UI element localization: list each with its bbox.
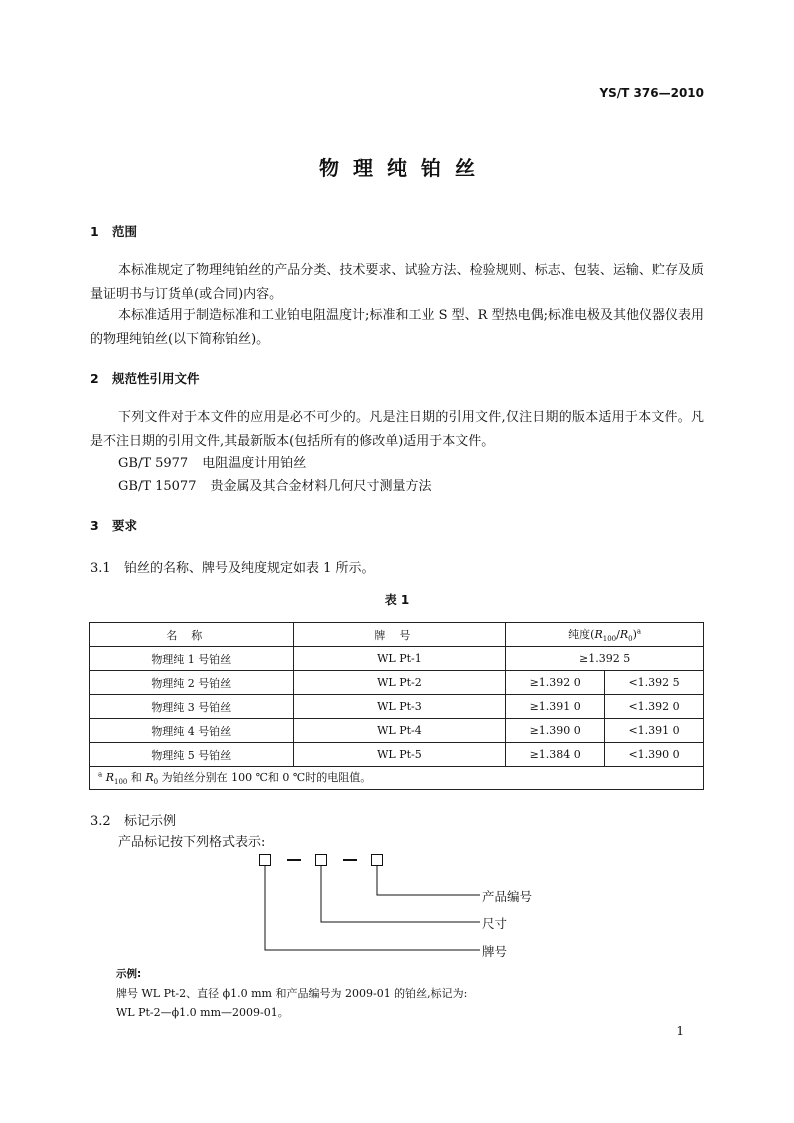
table-footnote: $^a$ $R_{100}$ 和 $R_0$ 为铂丝分别在 100 ℃和 0 ℃时的电阻值。	[90, 767, 704, 790]
size-leader	[321, 866, 480, 922]
section-title: 规范性引用文件	[112, 371, 200, 386]
cell-name: 物理纯 1 号铂丝	[90, 647, 294, 671]
reference-code: GB/T 5977	[118, 456, 189, 471]
cell-name: 物理纯 2 号铂丝	[90, 671, 294, 695]
header-purity: 纯度$(R_{100}/R_0)^a$	[506, 623, 704, 647]
subsection-title: 标记示例	[124, 814, 177, 829]
section-number: 2	[90, 371, 99, 386]
cell-grade: WL Pt-4	[293, 719, 506, 743]
cell-purity-min: ≥1.391 0	[506, 695, 605, 719]
cell-grade: WL Pt-1	[293, 647, 506, 671]
section-2-paragraph-1: 下列文件对于本文件的应用是必不可少的。凡是注日期的引用文件,仅注日期的版本适用于本文件。凡是不注日期的引用文件,其最新版本(包括所有的修改单)适用于本文件。	[90, 410, 704, 449]
page-number: 1	[676, 1024, 684, 1038]
cell-purity-min: ≥1.384 0	[506, 743, 605, 767]
section-title: 要求	[112, 518, 138, 533]
label-product-number: 产品编号	[482, 889, 533, 904]
product-number-leader	[377, 866, 480, 895]
subsection-number: 3.1	[90, 561, 111, 576]
marking-intro: 产品标记按下列格式表示:	[118, 835, 266, 850]
cell-name: 物理纯 5 号铂丝	[90, 743, 294, 767]
cell-purity: ≥1.392 5	[506, 647, 704, 671]
subsection-text: 铂丝的名称、牌号及纯度规定如表 1 所示。	[124, 561, 375, 576]
cell-name: 物理纯 3 号铂丝	[90, 695, 294, 719]
label-grade: 牌号	[482, 944, 508, 959]
header-name: 名称	[90, 623, 294, 647]
reference-title: 电阻温度计用铂丝	[202, 456, 307, 471]
section-number: 1	[90, 224, 99, 239]
section-number: 3	[90, 518, 99, 533]
section-1-paragraph-2: 本标准适用于制造标准和工业铂电阻温度计;标准和工业 S 型、R 型热电偶;标准电极及其他仪器仪表用的物理纯铂丝(以下简称铂丝)。	[90, 308, 704, 347]
section-1-paragraph-1: 本标准规定了物理纯铂丝的产品分类、技术要求、试验方法、检验规则、标志、包装、运输、贮存及质量证明书与订货单(或合同)内容。	[90, 263, 704, 302]
grade-leader	[265, 866, 480, 950]
cell-grade: WL Pt-5	[293, 743, 506, 767]
cell-purity-max: <1.392 5	[605, 671, 704, 695]
subsection-number: 3.2	[90, 814, 111, 829]
example-line-2: WL Pt-2—ϕ1.0 mm—2009-01。	[116, 1006, 289, 1019]
cell-name: 物理纯 4 号铂丝	[90, 719, 294, 743]
grade-box	[260, 855, 271, 866]
standard-number: YS/T 376—2010	[599, 86, 704, 100]
reference-code: GB/T 15077	[118, 479, 197, 494]
cell-grade: WL Pt-2	[293, 671, 506, 695]
example-title: 示例:	[116, 968, 142, 980]
cell-purity-max: <1.392 0	[605, 695, 704, 719]
header-grade: 牌号	[293, 623, 506, 647]
section-title: 范围	[112, 224, 138, 239]
reference-title: 贵金属及其合金材料几何尺寸测量方法	[210, 479, 432, 494]
product-number-box	[372, 855, 383, 866]
label-size: 尺寸	[482, 916, 508, 931]
cell-purity-max: <1.390 0	[605, 743, 704, 767]
cell-grade: WL Pt-3	[293, 695, 506, 719]
example-line-1: 牌号 WL Pt-2、直径 ϕ1.0 mm 和产品编号为 2009-01 的铂丝,标记为:	[116, 987, 468, 1000]
cell-purity-min: ≥1.392 0	[506, 671, 605, 695]
table-caption: 表 1	[384, 593, 410, 607]
size-box	[316, 855, 327, 866]
cell-purity-max: <1.391 0	[605, 719, 704, 743]
document-title: 物理纯铂丝	[319, 156, 489, 180]
cell-purity-min: ≥1.390 0	[506, 719, 605, 743]
